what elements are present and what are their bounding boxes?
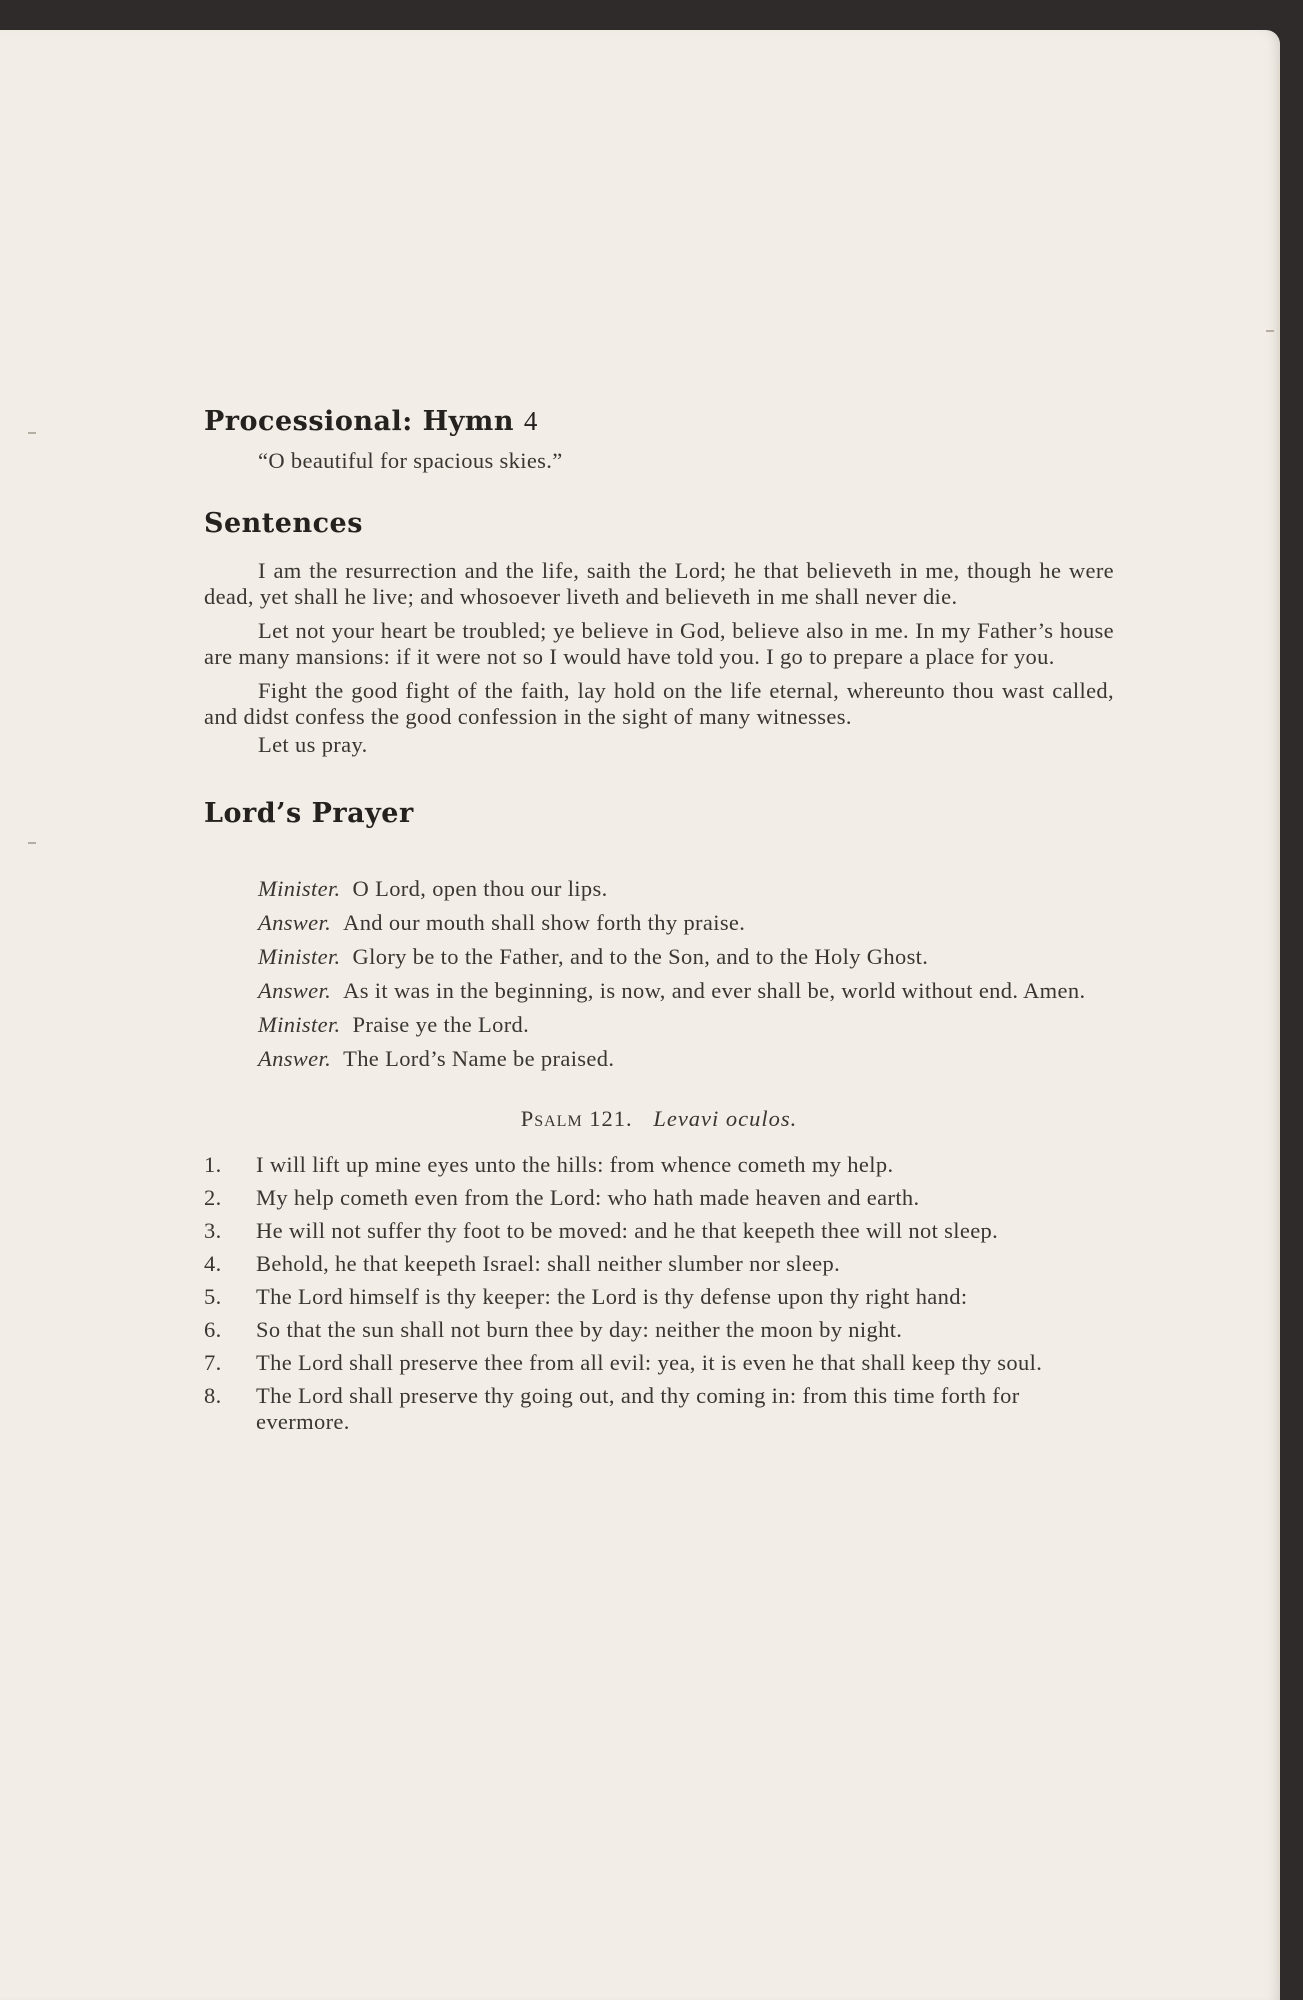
- hymn-title: “O beautiful for spacious skies.”: [258, 448, 563, 473]
- order-of-service: [204, 405, 1114, 1442]
- processional-heading: [204, 405, 1114, 438]
- margin-mark: [28, 842, 36, 844]
- versicle-line: [258, 876, 1114, 902]
- let-us-pray: Let us pray.: [258, 732, 368, 757]
- psalm-verse: [204, 1251, 1114, 1277]
- sentence-paragraph: Let not your heart be troubled; ye believe in God, believe also in me. In my Father’s house are many mansions: if it were not so I would have told you. I go to prepare a place for you.: [204, 618, 1114, 669]
- speaker-role: Answer.: [258, 978, 332, 1003]
- verse-text: I will lift up mine eyes unto the hills: from whence cometh my help.: [256, 1152, 894, 1177]
- lords-prayer-section: [204, 798, 1114, 1072]
- psalm-verse: [204, 1218, 1114, 1244]
- versicles: [258, 876, 1114, 1072]
- verse-text: Behold, he that keepeth Israel: shall neither slumber nor sleep.: [256, 1251, 841, 1276]
- verse-text: My help cometh even from the Lord: who hath made heaven and earth.: [256, 1185, 920, 1210]
- hymn-number: 4: [523, 406, 538, 436]
- verse-number: 1.: [204, 1152, 222, 1177]
- verse-text: The Lord shall preserve thy going out, and thy coming in: from this time forth for evermore.: [256, 1383, 1020, 1434]
- psalm-latin-title: Levavi oculos.: [653, 1106, 798, 1131]
- sentence-paragraph: I am the resurrection and the life, saith the Lord; he that believeth in me, though he were dead, yet shall he live; and whosoever liveth and believeth in me shall never die.: [204, 558, 1114, 609]
- verse-text: He will not suffer thy foot to be moved: and he that keepeth thee will not sleep.: [256, 1218, 999, 1243]
- verse-number: 2.: [204, 1185, 222, 1210]
- speaker-role: Minister.: [258, 1012, 341, 1037]
- sentences-section: [204, 508, 1114, 758]
- versicle-text: And our mouth shall show forth thy praise.: [343, 910, 746, 935]
- processional-label: Processional:: [204, 406, 413, 437]
- psalm-verse: [204, 1152, 1114, 1178]
- verse-number: 7.: [204, 1350, 222, 1375]
- margin-mark: [1266, 330, 1274, 332]
- speaker-role: Minister.: [258, 876, 341, 901]
- verse-number: 8.: [204, 1383, 222, 1408]
- versicle-line: [258, 978, 1114, 1004]
- versicle-line: [258, 1046, 1114, 1072]
- lords-prayer-heading: Lord’s Prayer: [204, 798, 414, 829]
- verse-text: So that the sun shall not burn thee by day: neither the moon by night.: [256, 1317, 903, 1342]
- verse-number: 3.: [204, 1218, 222, 1243]
- verse-number: 5.: [204, 1284, 222, 1309]
- psalm-section: [204, 1106, 1114, 1435]
- versicle-text: The Lord’s Name be praised.: [343, 1046, 615, 1071]
- versicle-text: Glory be to the Father, and to the Son, and to the Holy Ghost.: [352, 944, 929, 969]
- psalm-verse: [204, 1284, 1114, 1310]
- versicle-text: As it was in the beginning, is now, and ever shall be, world without end. Amen.: [343, 978, 1086, 1003]
- verse-number: 4.: [204, 1251, 222, 1276]
- verse-text: The Lord shall preserve thee from all evil: yea, it is even he that shall keep thy soul.: [256, 1350, 1043, 1375]
- versicle-line: [258, 944, 1114, 970]
- verse-number: 6.: [204, 1317, 222, 1342]
- versicle-line: [258, 1012, 1114, 1038]
- psalm-verse: [204, 1383, 1114, 1435]
- background-edge: [1280, 30, 1303, 2000]
- speaker-role: Minister.: [258, 944, 341, 969]
- speaker-role: Answer.: [258, 910, 332, 935]
- margin-mark: [28, 432, 36, 434]
- psalm-verse: [204, 1350, 1114, 1376]
- speaker-role: Answer.: [258, 1046, 332, 1071]
- sentences-heading: Sentences: [204, 508, 363, 539]
- psalm-title: [204, 1106, 1114, 1132]
- psalm-verse: [204, 1317, 1114, 1343]
- hymn-label: Hymn: [422, 406, 514, 437]
- psalm-verses: [204, 1152, 1114, 1435]
- psalm-number: Psalm 121.: [520, 1106, 633, 1131]
- versicle-text: Praise ye the Lord.: [352, 1012, 530, 1037]
- verse-text: The Lord himself is thy keeper: the Lord is thy defense upon thy right hand:: [256, 1284, 968, 1309]
- psalm-verse: [204, 1185, 1114, 1211]
- sentence-paragraph: Fight the good fight of the faith, lay hold on the life eternal, whereunto thou wast called, and didst confess the good confession in the sight of many witnesses.: [204, 678, 1114, 729]
- versicle-text: O Lord, open thou our lips.: [352, 876, 608, 901]
- versicle-line: [258, 910, 1114, 936]
